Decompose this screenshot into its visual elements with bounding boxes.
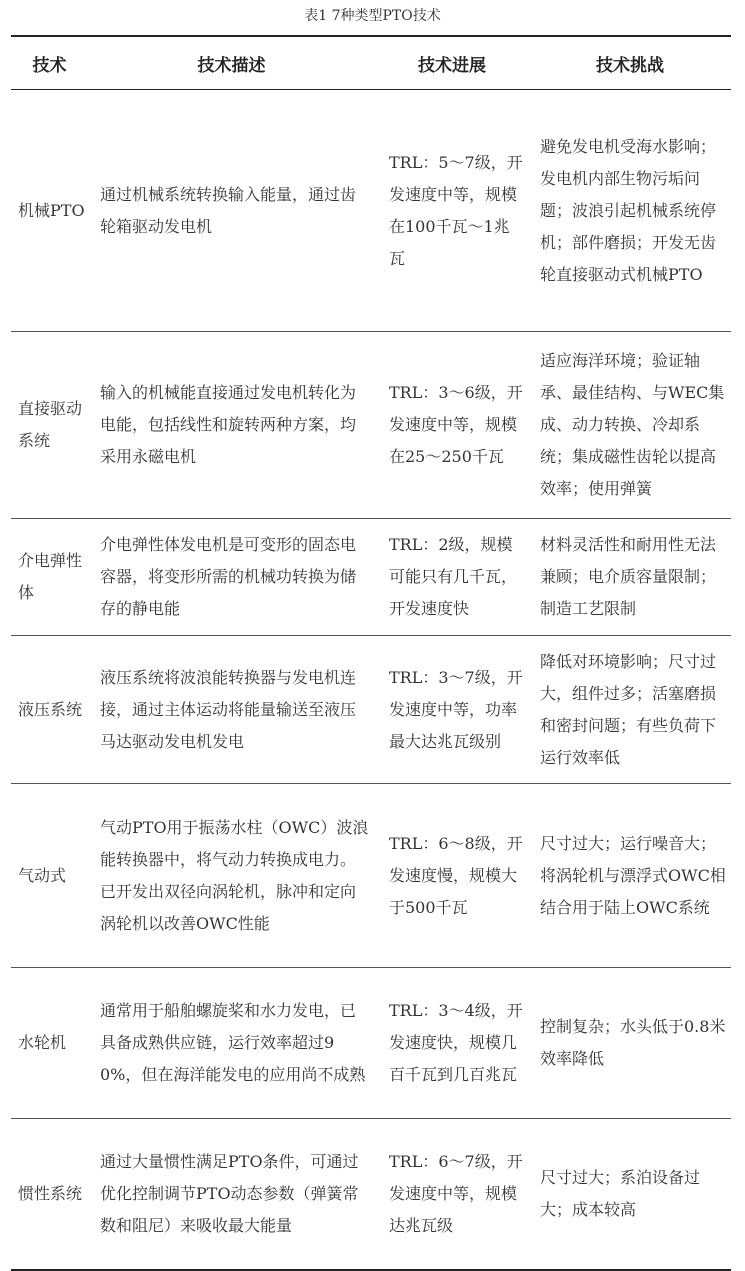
header-progress: 技术进展 [375, 36, 529, 90]
table-row [11, 1119, 731, 1271]
cell-technology: 惯性系统 [11, 1119, 88, 1271]
cell-progress: TRL：3～7级，开发速度中等，功率最大达兆瓦级别 [375, 636, 529, 784]
cell-technology: 液压系统 [11, 636, 88, 784]
cell-progress: TRL：3～4级，开发速度快，规模几百千瓦到几百兆瓦 [375, 968, 529, 1119]
cell-description: 通常用于船舶螺旋桨和水力发电，已具备成熟供应链，运行效率超过90%，但在海洋能发电的应用尚不成熟 [88, 968, 375, 1119]
table-row [11, 332, 731, 519]
cell-progress: TRL：6～8级，开发速度慢，规模大于500千瓦 [375, 784, 529, 968]
cell-technology: 水轮机 [11, 968, 88, 1119]
cell-description: 气动PTO用于振荡水柱（OWC）波浪能转换器中，将气动力转换成电力。已开发出双径向涡轮机，脉冲和定向涡轮机以改善OWC性能 [88, 784, 375, 968]
header-description: 技术描述 [88, 36, 375, 90]
cell-description: 通过机械系统转换输入能量，通过齿轮箱驱动发电机 [88, 90, 375, 332]
cell-challenge: 控制复杂；水头低于0.8米效率降低 [529, 968, 731, 1119]
cell-description: 介电弹性体发电机是可变形的固态电容器，将变形所需的机械功转换为储存的静电能 [88, 519, 375, 636]
header-technology: 技术 [11, 36, 88, 90]
table-caption: 表1 7种类型PTO技术 [304, 8, 441, 24]
table-row [11, 784, 731, 968]
cell-technology: 直接驱动系统 [11, 332, 88, 519]
cell-challenge: 尺寸过大；系泊设备过大；成本较高 [529, 1119, 731, 1271]
cell-technology: 机械PTO [11, 90, 88, 332]
cell-description: 液压系统将波浪能转换器与发电机连接，通过主体运动将能量输送至液压马达驱动发电机发电 [88, 636, 375, 784]
cell-description: 输入的机械能直接通过发电机转化为电能，包括线性和旋转两种方案，均采用永磁电机 [88, 332, 375, 519]
table-row [11, 968, 731, 1119]
cell-challenge: 适应海洋环境；验证轴承、最佳结构、与WEC集成、动力转换、冷却系统；集成磁性齿轮以提高效率；使用弹簧 [529, 332, 731, 519]
cell-challenge: 尺寸过大；运行噪音大；将涡轮机与漂浮式OWC相结合用于陆上OWC系统 [529, 784, 731, 968]
cell-technology: 介电弹性体 [11, 519, 88, 636]
cell-description: 通过大量惯性满足PTO条件，可通过优化控制调节PTO动态参数（弹簧常数和阻尼）来吸收最大能量 [88, 1119, 375, 1271]
cell-challenge: 避免发电机受海水影响；发电机内部生物污垢问题；波浪引起机械系统停机；部件磨损；开发无齿轮直接驱动式机械PTO [529, 90, 731, 332]
header-row [11, 36, 731, 90]
table-row [11, 90, 731, 332]
cell-technology: 气动式 [11, 784, 88, 968]
cell-challenge: 材料灵活性和耐用性无法兼顾；电介质容量限制；制造工艺限制 [529, 519, 731, 636]
cell-progress: TRL：3～6级，开发速度中等，规模在25～250千瓦 [375, 332, 529, 519]
cell-progress: TRL：5～7级，开发速度中等，规模在100千瓦～1兆瓦 [375, 90, 529, 332]
pto-technology-table [11, 35, 731, 1271]
cell-challenge: 降低对环境影响；尺寸过大，组件过多；活塞磨损和密封问题；有些负荷下运行效率低 [529, 636, 731, 784]
table-row [11, 636, 731, 784]
cell-progress: TRL：2级，规模可能只有几千瓦，开发速度快 [375, 519, 529, 636]
table-row [11, 519, 731, 636]
header-challenge: 技术挑战 [529, 36, 731, 90]
cell-progress: TRL：6～7级，开发速度中等，规模达兆瓦级 [375, 1119, 529, 1271]
